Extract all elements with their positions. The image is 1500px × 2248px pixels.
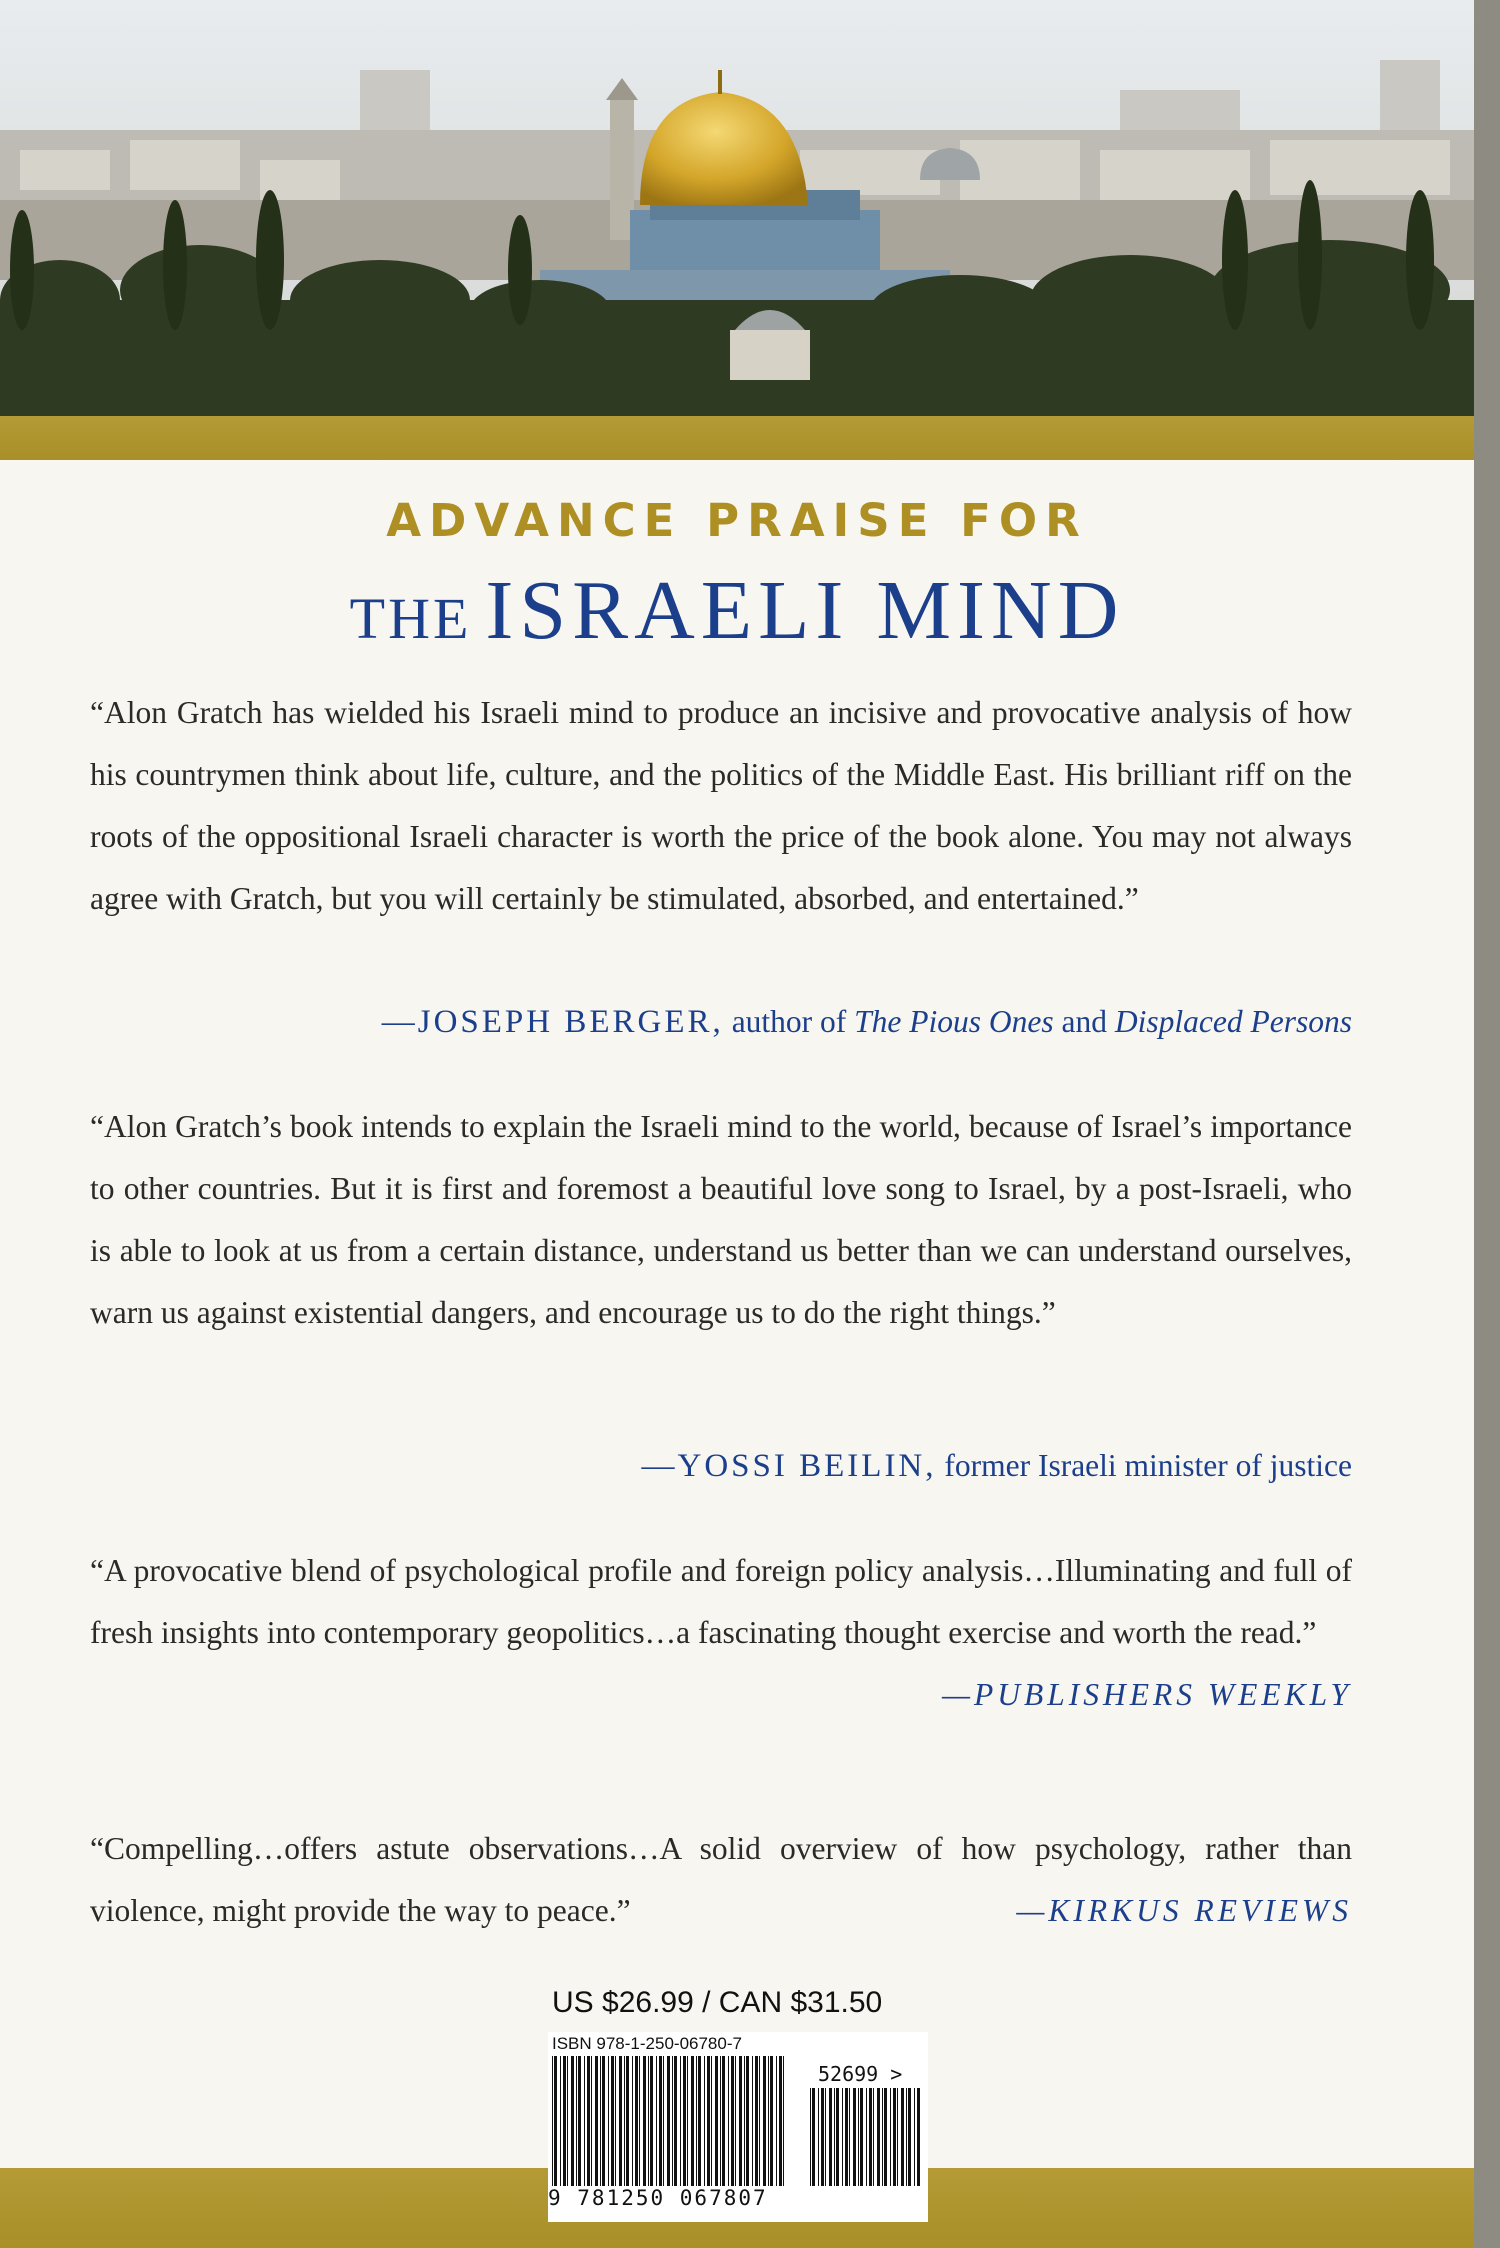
attribution-name: —JOSEPH BERGER,	[381, 1004, 724, 1040]
jerusalem-skyline-photo	[0, 0, 1474, 416]
barcode-digits: 9 781250 067807	[548, 2186, 768, 2210]
work-title: The Pious Ones	[854, 1004, 1054, 1039]
quote-beilin: “Alon Gratch’s book intends to explain the Israeli mind to the world, because of Israel’s importance to other countries. But it is first and foremost a beautiful love song to Israel, by a post-Israeli, who is able to look at us from a certain distance, understand us better than we can understand ourselves, warn us against existential dangers, and encourage us to do the right things.”	[90, 1109, 1352, 1330]
attribution-name: —YOSSI BEILIN,	[641, 1448, 937, 1484]
quote-text: “Compelling…offers astute observations…A solid overview of how psychology, rather than violence, might provide the way to peace.”	[90, 1831, 1352, 1928]
attribution-publishers-weekly: —PUBLISHERS WEEKLY	[942, 1677, 1352, 1712]
title-prefix: THE	[349, 586, 472, 651]
attribution-beilin	[90, 1448, 1352, 1485]
top-gold-band	[0, 416, 1474, 460]
attribution-kirkus: —KIRKUS REVIEWS	[1016, 1893, 1352, 1928]
attribution-role: former Israeli minister of justice	[944, 1448, 1352, 1483]
quote-kirkus	[90, 1818, 1352, 1942]
barcode	[548, 2032, 928, 2222]
attribution-prefix: author of	[731, 1004, 847, 1039]
quote-text: “A provocative blend of psychological profile and foreign policy analysis…Illuminating and full of fresh insights into contemporary geopolitics…a fascinating thought exercise and worth the read.”	[90, 1553, 1352, 1650]
price-code: 52699 >	[818, 2062, 903, 2086]
quote-publishers-weekly	[90, 1540, 1352, 1726]
quote-berger: “Alon Gratch has wielded his Israeli mind to produce an incisive and provocative analysis of how his countrymen think about life, culture, and the politics of the Middle East. His brilliant riff on the roots of the oppositional Israeli character is worth the price of the book alone. You may not always agree with Gratch, but you will certainly be stimulated, absorbed, and entertained.”	[90, 695, 1352, 916]
attribution-connector: and	[1061, 1004, 1108, 1039]
advance-praise-label: ADVANCE PRAISE FOR	[386, 494, 1088, 547]
title-main: ISRAELI MIND	[485, 564, 1125, 657]
book-title	[0, 562, 1474, 659]
work-title: Displaced Persons	[1114, 1004, 1352, 1039]
isbn-label: ISBN 978-1-250-06780-7	[552, 2034, 742, 2053]
price-label: US $26.99 / CAN $31.50	[552, 1986, 883, 2019]
attribution-berger	[90, 1004, 1352, 1041]
